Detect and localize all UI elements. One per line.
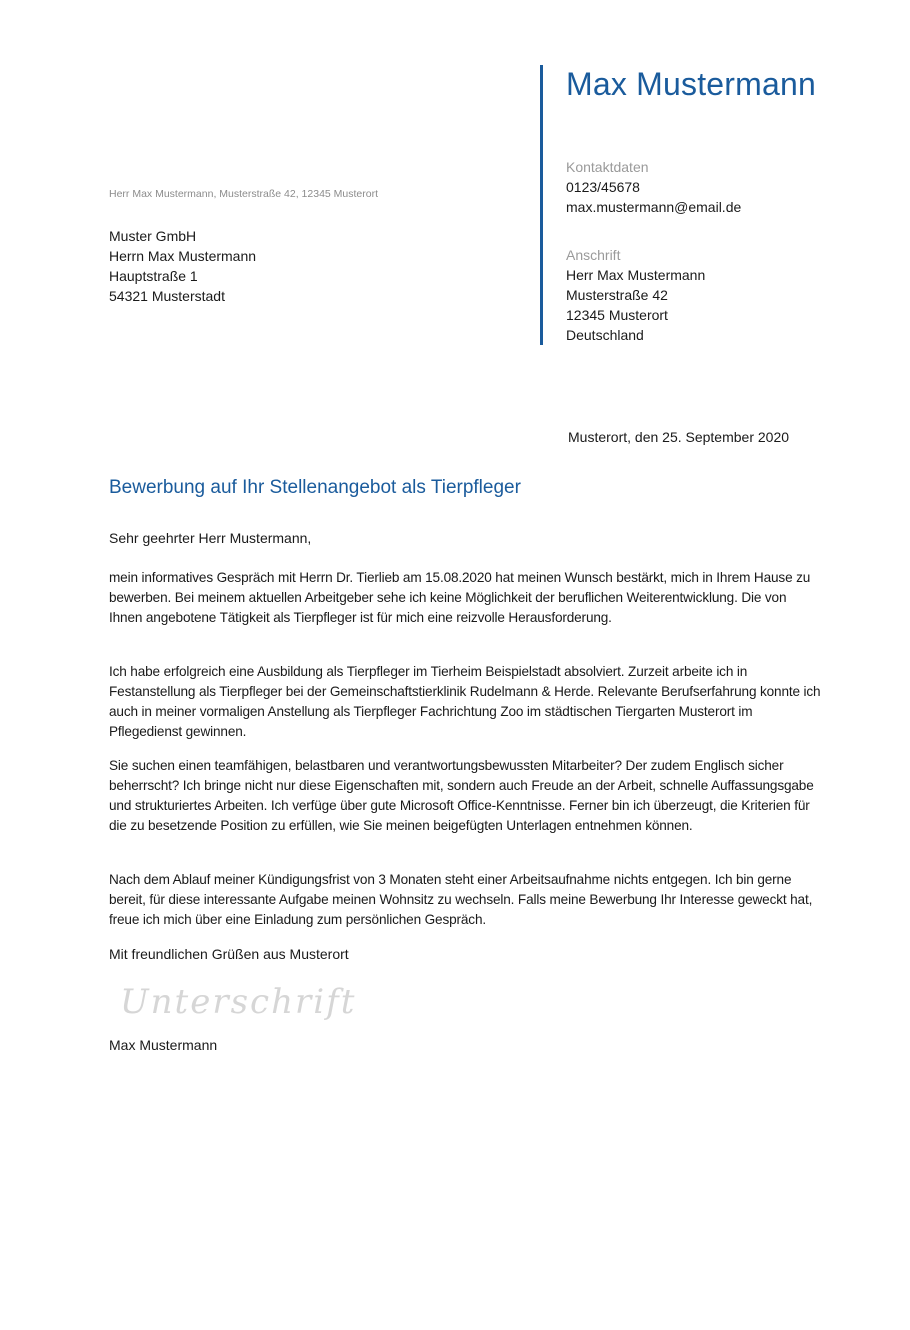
sender-address-line: Musterstraße 42 [566,287,668,303]
sender-name: Max Mustermann [566,66,816,102]
salutation: Sehr geehrter Herr Mustermann, [109,530,312,546]
body-paragraph: Sie suchen einen teamfähigen, belastbaren und verantwortungsbewussten Mitarbeiter? Der zudem Englisch sicher beherrscht? Ich bringe nicht nur diese Eigenschaften mit, sondern auch Freude an der Arbeit, schnelle Auffassungsgabe und strukturiertes Arbeiten. Ich verfüge über gute Microsoft Office-Kenntnisse. Ferner bin ich überzeugt, die Kriterien für die zu besetzende Position zu erfüllen, wie Sie meinen beigefügten Unterlagen entnehmen können. [109,758,814,833]
address-label: Anschrift [566,247,621,263]
closing-line: Mit freundlichen Grüßen aus Musterort [109,946,349,962]
recipient-address-block [109,226,256,306]
body-paragraph: Ich habe erfolgreich eine Ausbildung als Tierpfleger im Tierheim Beispielstadt absolviert. Zurzeit arbeite ich in Festanstellung als Tierpfleger bei der Gemeinschaftstierklinik Rudelmann & Herde. Relevante Berufserfahrung konnte ich auch in meiner vormaligen Anstellung als Tierpfleger Fachrichtung Zoo im städtischen Tiergarten Musterort im Pflegedienst gewinnen. [109,664,821,739]
signature-placeholder: Unterschrift [120,982,357,1022]
accent-bar [540,65,543,345]
subject-line: Bewerbung auf Ihr Stellenangebot als Tierpfleger [109,477,521,498]
return-address-line: Herr Max Mustermann, Musterstraße 42, 12345 Musterort [109,188,379,200]
sender-address-line: Deutschland [566,327,644,343]
sender-address-block [566,245,705,345]
body-paragraph: mein informatives Gespräch mit Herrn Dr. Tierlieb am 15.08.2020 hat meinen Wunsch bestärkt, mich in Ihrem Hause zu bewerben. Bei meinem aktuellen Arbeitgeber sehe ich keine Möglichkeit der beruflichen Weiterentwicklung. Die von Ihnen angebotene Tätigkeit als Tierpfleger ist für mich eine reizvolle Herausforderung. [109,570,811,625]
contact-phone: 0123/45678 [566,179,640,195]
recipient-line: 54321 Musterstadt [109,288,225,304]
recipient-line: Herrn Max Mustermann [109,248,257,264]
body-paragraph: Nach dem Ablauf meiner Kündigungsfrist von 3 Monaten steht einer Arbeitsaufnahme nichts entgegen. Ich bin gerne bereit, für diese interessante Aufgabe meinen Wohnsitz zu wechseln. Falls meine Bewerbung Ihr Interesse geweckt hat, freue ich mich über eine Einladung zum persönlichen Gespräch. [109,872,813,927]
contact-label: Kontaktdaten [566,159,649,175]
contact-email: max.mustermann@email.de [566,199,742,215]
signer-name: Max Mustermann [109,1037,218,1053]
recipient-line: Muster GmbH [109,228,197,244]
letter-date: Musterort, den 25. September 2020 [568,429,790,445]
sender-address-line: Herr Max Mustermann [566,267,706,283]
sender-address-line: 12345 Musterort [566,307,668,323]
contact-block [566,157,741,217]
recipient-line: Hauptstraße 1 [109,268,198,284]
